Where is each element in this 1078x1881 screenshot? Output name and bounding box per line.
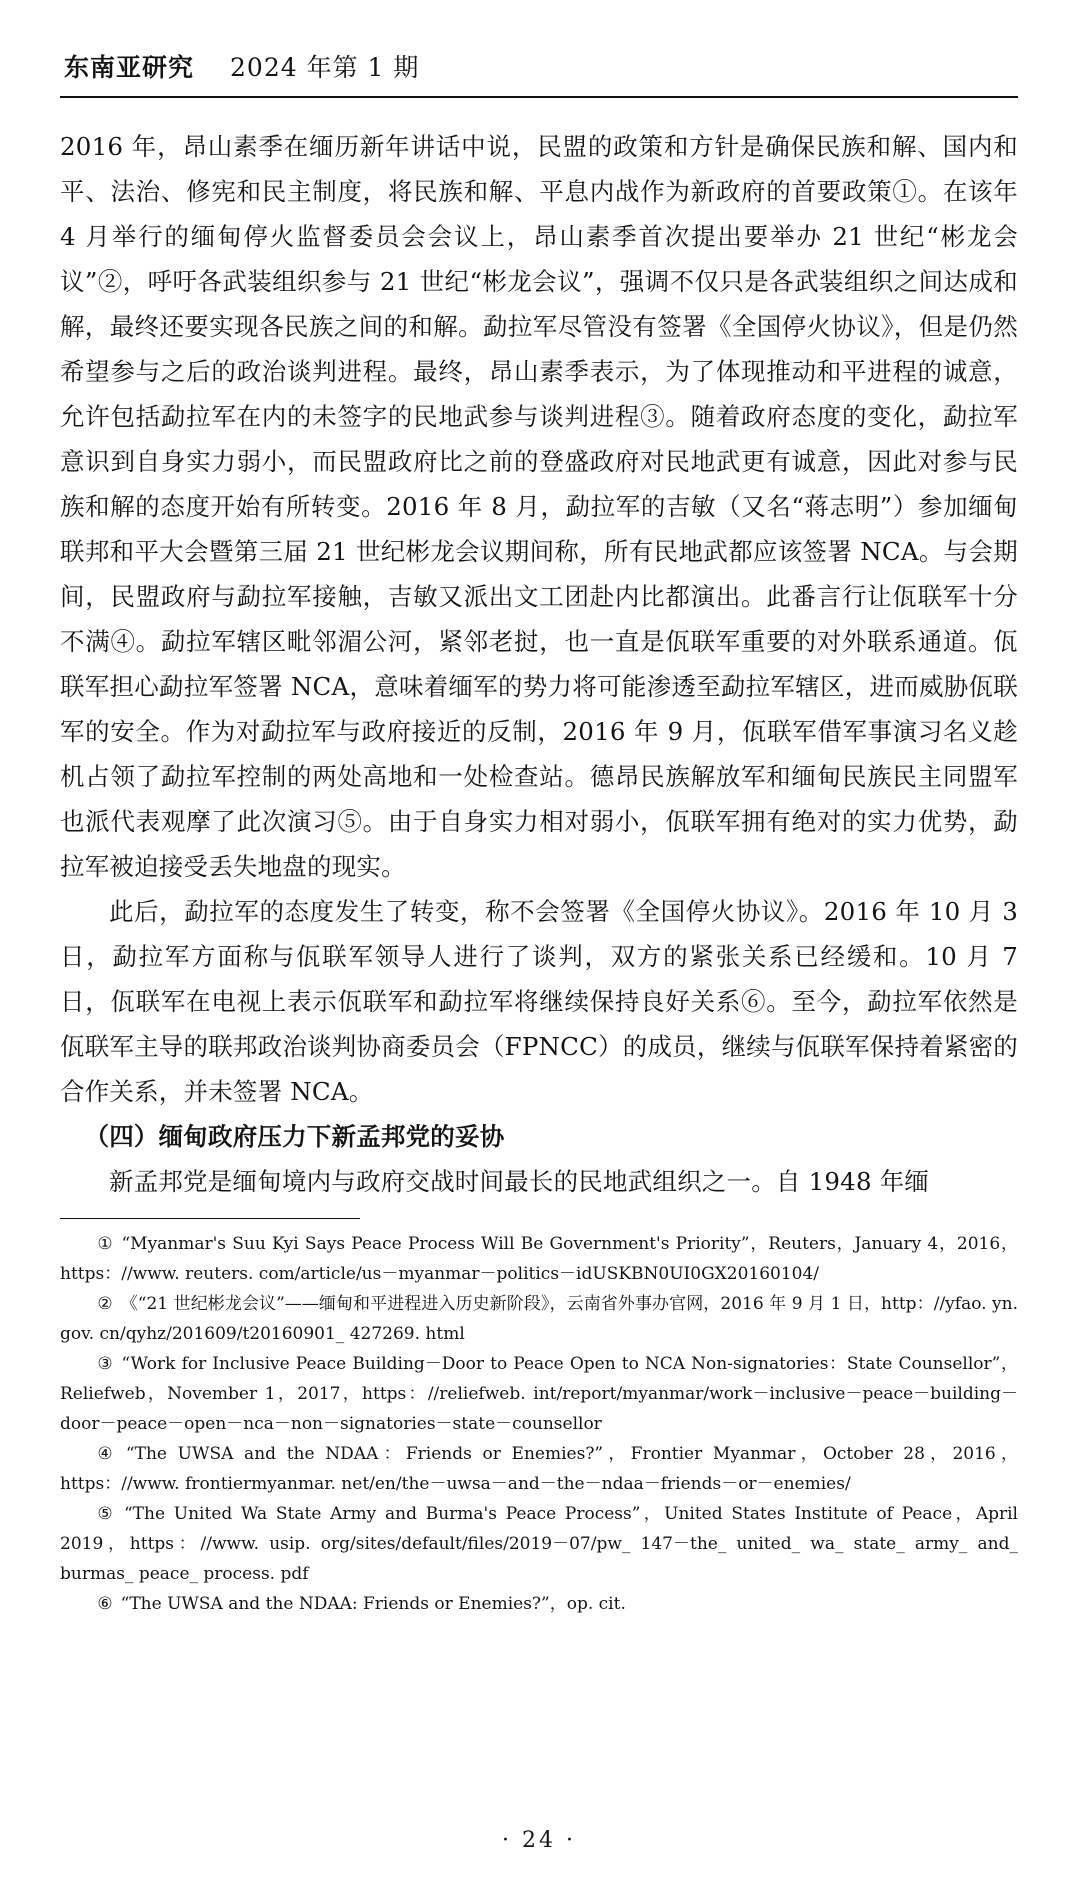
body-paragraph-1: 2016 年，昂山素季在缅历新年讲话中说，民盟的政策和方针是确保民族和解、国内和平、法治、修宪和民主制度，将民族和解、平息内战作为新政府的首要政策①。在该年 4 月举行的缅甸停火监督委员会会议上，昂山素季首次提出要举办 21 世纪“彬龙会议”②，呼吁各武装组织参与 21 世纪“彬龙会议”，强调不仅只是各武装组织之间达成和解，最终还要实现各民族之间的和解。勐拉军尽管没有签署《全国停火协议》，但是仍然希望参与之后的政治谈判进程。最终，昂山素季表示，为了体现推动和平进程的诚意，允许包括勐拉军在内的未签字的民地武参与谈判进程③。随着政府态度的变化，勐拉军意识到自身实力弱小，而民盟政府比之前的登盛政府对民地武更有诚意，因此对参与民族和解的态度开始有所转变。2016 年 8 月，勐拉军的吉敏（又名“蒋志明”）参加缅甸联邦和平大会暨第三届 21 世纪彬龙会议期间称，所有民地武都应该签署 NCA。与会期间，民盟政府与勐拉军接触，吉敏又派出文工团赴内比都演出。此番言行让佤联军十分不满④。勐拉军辖区毗邻湄公河，紧邻老挝，也一直是佤联军重要的对外联系通道。佤联军担心勐拉军签署 NCA，意味着缅军的势力将可能渗透至勐拉军辖区，进而威胁佤联军的安全。作为对勐拉军与政府接近的反制，2016 年 9 月，佤联军借军事演习名义趁机占领了勐拉军控制的两处高地和一处检查站。德昂民族解放军和缅甸民族民主同盟军也派代表观摩了此次演习⑤。由于自身实力相对弱小，佤联军拥有绝对的实力优势，勐拉军被迫接受丢失地盘的现实。 (60, 132, 1018, 881)
page-header (60, 48, 1018, 84)
footnote-marker: ② (97, 1294, 113, 1314)
footnote-item (60, 1229, 1018, 1289)
footnote-marker: ⑥ (97, 1594, 113, 1614)
footnote-item (60, 1289, 1018, 1349)
footnote-text: “Work for Inclusive Peace Building－Door to Peace Open to NCA Non-signatories：State Counsellor”，Reliefweb，November 1，2017，https：//reliefweb. int/report/myanmar/work－inclusive－peace－building－door－peace－open－nca－non－signatories－state－counsellor (60, 1354, 1018, 1434)
article-body (60, 124, 1018, 1204)
body-paragraph-2: 此后，勐拉军的态度发生了转变，称不会签署《全国停火协议》。2016 年 10 月 3 日，勐拉军方面称与佤联军领导人进行了谈判，双方的紧张关系已经缓和。10 月 7 日，佤联军在电视上表示佤联军和勐拉军将继续保持良好关系⑥。至今，勐拉军依然是佤联军主导的联邦政治谈判协商委员会（FPNCC）的成员，继续与佤联军保持着紧密的合作关系，并未签署 NCA。 (60, 897, 1018, 1106)
page-number: · 24 · (502, 1828, 576, 1853)
footnote-item (60, 1349, 1018, 1439)
footnote-text: “The UWSA and the NDAA: Friends or Enemies?”，op. cit. (120, 1594, 626, 1614)
footnote-marker: ④ (97, 1444, 118, 1464)
header-divider (60, 96, 1018, 98)
footnote-item (60, 1499, 1018, 1589)
footnote-marker: ③ (97, 1354, 114, 1374)
footnote-text: 《“21 世纪彬龙会议”——缅甸和平进程进入历史新阶段》，云南省外事办官网，2016 年 9 月 1 日，http：//yfao. yn. gov. cn/qyhz/201609/t20160901_ 427269. html (60, 1294, 1018, 1344)
footnote-text: “The UWSA and the NDAA：Friends or Enemies?”，Frontier Myanmar，October 28，2016，https：//www. frontiermyanmar. net/en/the－uwsa－and－the－ndaa－friends－or－enemies/ (60, 1444, 1018, 1494)
footnote-divider (60, 1218, 360, 1219)
footnote-list (60, 1229, 1018, 1619)
section-subheading: （四）缅甸政府压力下新孟邦党的妥协 (84, 1122, 505, 1151)
body-paragraph-3: 新孟邦党是缅甸境内与政府交战时间最长的民地武组织之一。自 1948 年缅 (109, 1167, 930, 1196)
footnote-item (60, 1589, 1018, 1619)
footnote-text: “Myanmar's Suu Kyi Says Peace Process Will Be Government's Priority”，Reuters，January 4，2016，https：//www. reuters. com/article/us－myanmar－politics－idUSKBN0UI0GX20160104/ (60, 1234, 1018, 1284)
footnote-marker: ⑤ (97, 1504, 116, 1524)
journal-issue: 2024 年第 1 期 (230, 53, 420, 82)
footnote-text: “The United Wa State Army and Burma's Peace Process”，United States Institute of Peace，April 2019，https：//www. usip. org/sites/default/files/2019－07/pw_ 147－the_ united_ wa_ state_ army_ and_ burmas_ peace_ process. pdf (60, 1504, 1018, 1584)
footnote-item (60, 1439, 1018, 1499)
footnote-marker: ① (97, 1234, 114, 1254)
journal-title: 东南亚研究 (64, 53, 195, 82)
